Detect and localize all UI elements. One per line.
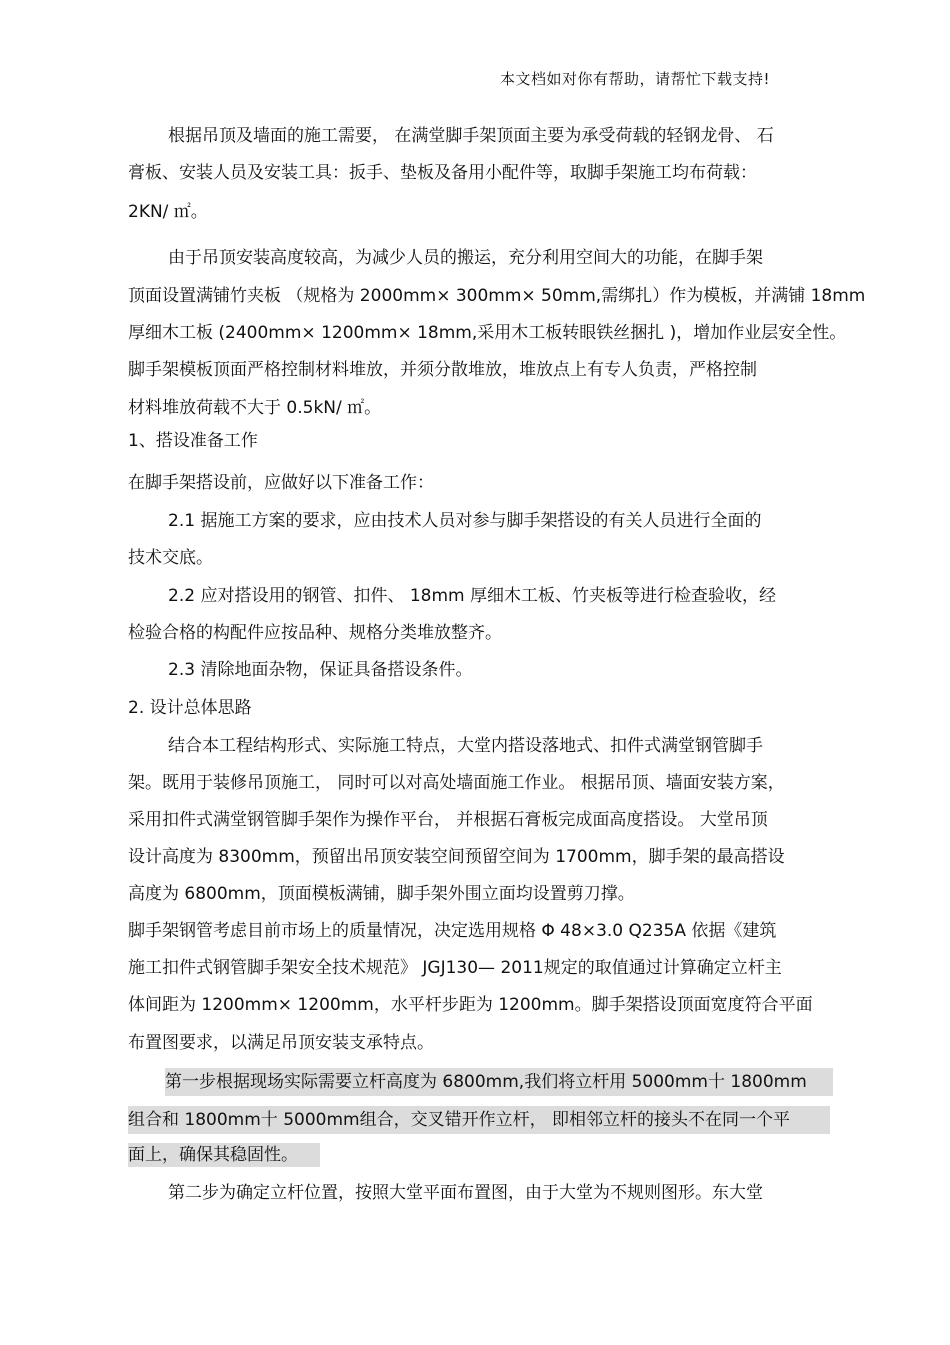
highlighted-line: 组合和 1800mm十 5000mm组合，交叉错开作立杆， 即相邻立杆的接头不在同一个平	[128, 1106, 830, 1134]
paragraph-line: 结合本工程结构形式、实际施工特点，大堂内搭设落地式、扣件式满堂钢管脚手	[168, 736, 763, 756]
list-item: 2.1 据施工方案的要求，应由技术人员对参与脚手架搭设的有关人员进行全面的	[168, 511, 762, 531]
paragraph-line: 2KN/ ㎡。	[128, 202, 208, 222]
paragraph-line: 高度为 6800mm，顶面模板满铺，脚手架外围立面均设置剪刀撑。	[128, 884, 635, 904]
highlighted-line: 第一步根据现场实际需要立杆高度为 6800mm,我们将立杆用 5000mm十 1800mm	[165, 1068, 833, 1096]
list-item: 检验合格的构配件应按品种、规格分类堆放整齐。	[128, 623, 502, 643]
section-heading: 2. 设计总体思路	[128, 698, 252, 718]
paragraph-line: 在脚手架搭设前，应做好以下准备工作：	[128, 473, 434, 493]
section-heading: 1、搭设准备工作	[128, 431, 258, 451]
paragraph-line: 采用扣件式满堂钢管脚手架作为操作平台， 并根据石膏板完成面高度搭设。 大堂吊顶	[128, 810, 768, 830]
paragraph-line: 脚手架钢管考虑目前市场上的质量情况，决定选用规格 Φ 48×3.0 Q235A 依据《建筑	[128, 921, 777, 941]
paragraph-line: 根据吊顶及墙面的施工需要， 在满堂脚手架顶面主要为承受荷载的轻钢龙骨、 石	[168, 126, 774, 146]
paragraph-line: 施工扣件式钢管脚手架安全技术规范》 JGJ130— 2011规定的取值通过计算确定立杆主	[128, 958, 782, 978]
list-item: 2.3 清除地面杂物，保证具备搭设条件。	[168, 660, 473, 680]
list-item: 2.2 应对搭设用的钢管、扣件、 18mm 厚细木工板、竹夹板等进行检查验收，经	[168, 586, 776, 606]
paragraph-line: 布置图要求，以满足吊顶安装支承特点。	[128, 1033, 434, 1053]
paragraph-line: 设计高度为 8300mm，预留出吊顶安装空间预留空间为 1700mm，脚手架的最高搭设	[128, 847, 785, 867]
page-header-note: 本文档如对你有帮助，请帮忙下载支持!	[500, 70, 771, 88]
paragraph-line: 膏板、安装人员及安装工具：扳手、垫板及备用小配件等，取脚手架施工均布荷载：	[128, 163, 757, 183]
paragraph-line: 由于吊顶安装高度较高，为减少人员的搬运，充分利用空间大的功能，在脚手架	[168, 248, 763, 268]
paragraph-line: 第二步为确定立杆位置，按照大堂平面布置图，由于大堂为不规则图形。东大堂	[168, 1183, 763, 1203]
list-item: 技术交底。	[128, 548, 213, 568]
paragraph-line: 顶面设置满铺竹夹板 （规格为 2000mm× 300mm× 50mm,需绑扎）作为模板，并满铺 18mm	[128, 286, 866, 306]
paragraph-line: 体间距为 1200mm× 1200mm，水平杆步距为 1200mm。脚手架搭设顶面宽度符合平面	[128, 995, 813, 1015]
paragraph-line: 厚细木工板 (2400mm× 1200mm× 18mm,采用木工板转眼铁丝捆扎 )，增加作业层安全性。	[128, 323, 847, 343]
paragraph-line: 架。既用于装修吊顶施工， 同时可以对高处墙面施工作业。 根据吊顶、墙面安装方案，	[128, 773, 785, 793]
paragraph-line: 脚手架模板顶面严格控制材料堆放，并须分散堆放，堆放点上有专人负责，严格控制	[128, 360, 757, 380]
paragraph-line: 材料堆放荷载不大于 0.5kN/ ㎡。	[128, 398, 382, 418]
highlighted-line: 面上，确保其稳固性。	[128, 1143, 320, 1167]
